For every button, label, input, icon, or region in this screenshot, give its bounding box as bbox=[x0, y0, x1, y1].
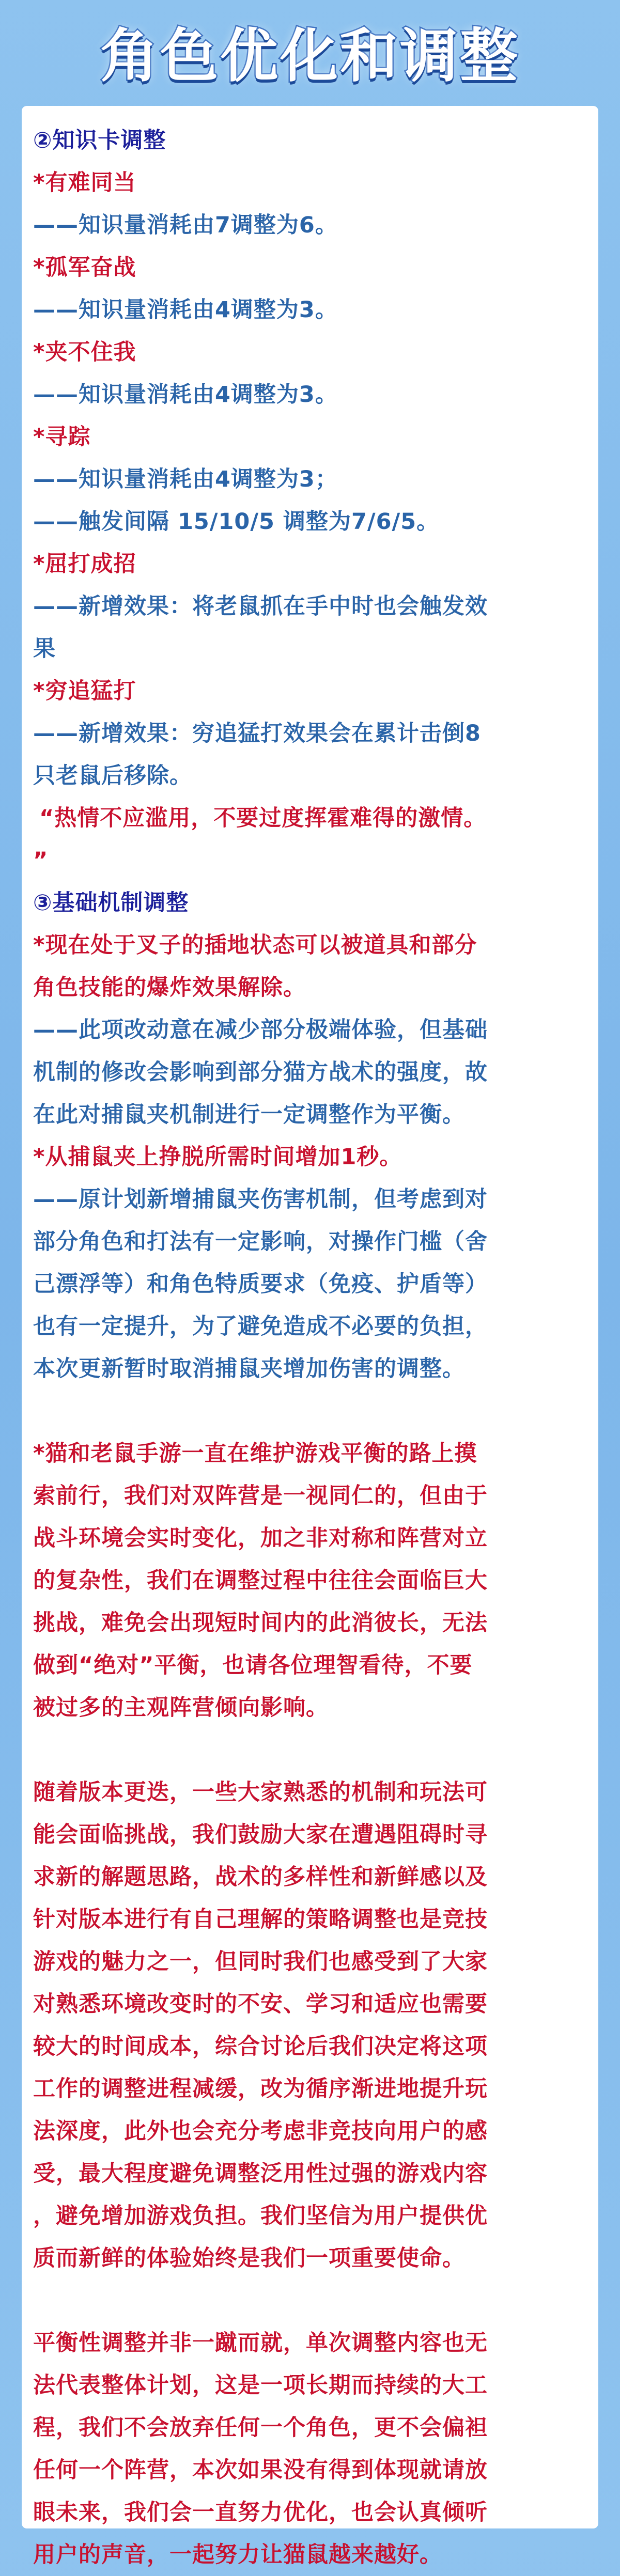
mechanic-note-line: 本次更新暂时取消捕鼠夹增加伤害的调整。 bbox=[33, 1356, 465, 1382]
section-heading-base-mechanics: ③基础机制调整 bbox=[33, 890, 189, 916]
page-title bbox=[0, 7, 620, 95]
mechanic-note-line: 己漂浮等）和角色特质要求（免疫、护盾等） bbox=[33, 1271, 488, 1297]
card-change-line: ——知识量消耗由4调整为3。 bbox=[33, 382, 338, 408]
closing-paragraph-3-line: 程，我们不会放弃任何一个角色，更不会偏袒 bbox=[33, 2415, 488, 2441]
closing-paragraph-1-line: 做到“绝对”平衡，也请各位理智看待，不要 bbox=[33, 1652, 473, 1678]
section-heading-knowledge-cards: ②知识卡调整 bbox=[33, 128, 166, 153]
closing-paragraph-2-line: 游戏的魅力之一，但同时我们也感受到了大家 bbox=[33, 1949, 488, 1975]
closing-paragraph-3-line: 用户的声音，一起努力让猫鼠越来越好。 bbox=[33, 2542, 442, 2568]
card-change-line: 只老鼠后移除。 bbox=[33, 763, 192, 789]
mechanic-change-line: 角色技能的爆炸效果解除。 bbox=[33, 975, 306, 1001]
quote-line: “热情不应滥用，不要过度挥霍难得的激情。 bbox=[39, 805, 487, 831]
mechanic-note-line: ——原计划新增捕鼠夹伤害机制，但考虑到对 bbox=[33, 1186, 488, 1212]
closing-paragraph-2-line: ，避免增加游戏负担。我们坚信为用户提供优 bbox=[33, 2203, 488, 2229]
mechanic-note-line: 部分角色和打法有一定影响，对操作门槛（舍 bbox=[33, 1229, 488, 1255]
mechanic-note-line: 也有一定提升，为了避免造成不必要的负担， bbox=[33, 1314, 488, 1339]
card-change-line: ——触发间隔 15/10/5 调整为7/6/5。 bbox=[33, 509, 440, 535]
closing-paragraph-3-line: 平衡性调整并非一蹴而就，单次调整内容也无 bbox=[33, 2330, 488, 2356]
closing-paragraph-1-line: 索前行，我们对双阵营是一视同仁的，但由于 bbox=[33, 1483, 488, 1509]
closing-paragraph-2-line: 对熟悉环境改变时的不安、学习和适应也需要 bbox=[33, 1991, 488, 2017]
card-change-line: ——知识量消耗由7调整为6。 bbox=[33, 212, 338, 238]
mechanic-note-line: 在此对捕鼠夹机制进行一定调整作为平衡。 bbox=[33, 1102, 465, 1128]
card-name-you-nan-tong-dang: *有难同当 bbox=[33, 170, 136, 196]
paragraph-spacer bbox=[33, 2280, 587, 2322]
card-name-xun-zong: *寻踪 bbox=[33, 424, 91, 450]
paragraph-spacer bbox=[33, 1390, 587, 1432]
closing-paragraph-1-line: 挑战，难免会出现短时间内的此消彼长，无法 bbox=[33, 1610, 488, 1636]
closing-paragraph-3-line: 眼未来，我们会一直努力优化，也会认真倾听 bbox=[33, 2500, 488, 2525]
page-title-text: 角色优化和调整 bbox=[100, 22, 520, 90]
closing-paragraph-1-line: 战斗环境会实时变化，加之非对称和阵营对立 bbox=[33, 1525, 488, 1551]
closing-paragraph-1-line: 的复杂性，我们在调整过程中往往会面临巨大 bbox=[33, 1568, 488, 1594]
closing-paragraph-2-line: 质而新鲜的体验始终是我们一项重要使命。 bbox=[33, 2245, 465, 2271]
closing-paragraph-2-line: 针对版本进行有自己理解的策略调整也是竞技 bbox=[33, 1907, 488, 1932]
paragraph-spacer bbox=[33, 1729, 587, 1771]
card-change-line: ——知识量消耗由4调整为3。 bbox=[33, 297, 338, 323]
card-name-gu-jun-fen-zhan: *孤军奋战 bbox=[33, 255, 136, 280]
closing-paragraph-2-line: 受，最大程度避免调整泛用性过强的游戏内容 bbox=[33, 2161, 488, 2187]
closing-paragraph-3-line: 任何一个阵营，本次如果没有得到体现就请放 bbox=[33, 2457, 488, 2483]
closing-paragraph-1-line: 被过多的主观阵营倾向影响。 bbox=[33, 1695, 329, 1721]
mechanic-note-line: 机制的修改会影响到部分猫方战术的强度，故 bbox=[33, 1059, 488, 1085]
closing-paragraph-1-line: *猫和老鼠手游一直在维护游戏平衡的路上摸 bbox=[33, 1441, 477, 1466]
closing-paragraph-2-line: 工作的调整进程减缓，改为循序渐进地提升玩 bbox=[33, 2076, 488, 2102]
card-name-qu-da-cheng-zhao: *屈打成招 bbox=[33, 551, 136, 577]
mechanic-change-line: *现在处于叉子的插地状态可以被道具和部分 bbox=[33, 932, 477, 958]
closing-paragraph-2-line: 较大的时间成本，综合讨论后我们决定将这项 bbox=[33, 2034, 488, 2059]
quote-line: ” bbox=[33, 848, 49, 873]
mechanic-change-line: *从捕鼠夹上挣脱所需时间增加1秒。 bbox=[33, 1144, 402, 1170]
mechanic-note-line: ——此项改动意在减少部分极端体验，但基础 bbox=[33, 1017, 488, 1043]
card-change-line: 果 bbox=[33, 636, 56, 662]
closing-paragraph-2-line: 随着版本更迭，一些大家熟悉的机制和玩法可 bbox=[33, 1779, 488, 1805]
card-name-qiong-zhui-meng-da: *穷追猛打 bbox=[33, 678, 136, 704]
announcement-content bbox=[22, 106, 598, 2576]
closing-paragraph-3-line: 法代表整体计划，这是一项长期而持续的大工 bbox=[33, 2372, 488, 2398]
card-change-line: ——新增效果：将老鼠抓在手中时也会触发效 bbox=[33, 594, 488, 619]
card-name-jia-bu-zhu-wo: *夹不住我 bbox=[33, 339, 136, 365]
closing-paragraph-2-line: 能会面临挑战，我们鼓励大家在遭遇阻碍时寻 bbox=[33, 1822, 488, 1848]
announcement-card bbox=[22, 106, 598, 2568]
closing-paragraph-2-line: 法深度，此外也会充分考虑非竞技向用户的感 bbox=[33, 2118, 488, 2144]
card-change-line: ——知识量消耗由4调整为3； bbox=[33, 466, 338, 492]
closing-paragraph-2-line: 求新的解题思路，战术的多样性和新鲜感以及 bbox=[33, 1864, 488, 1890]
card-change-line: ——新增效果：穷追猛打效果会在累计击倒8 bbox=[33, 721, 481, 746]
